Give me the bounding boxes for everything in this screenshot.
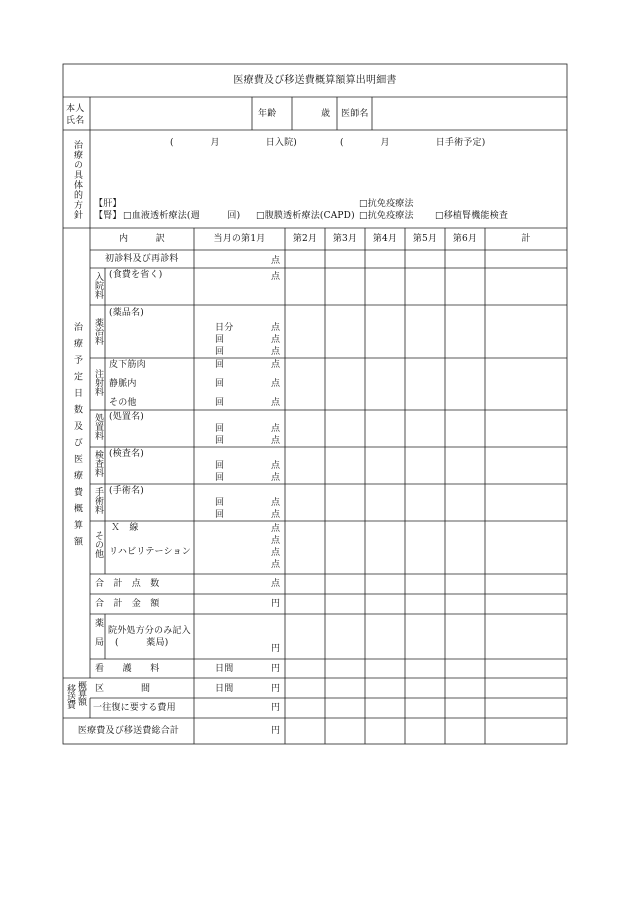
medicine-unit-times: 回 bbox=[215, 335, 225, 345]
transport-label: 移送費 bbox=[65, 684, 75, 708]
hospital-category: 入院料 bbox=[93, 272, 103, 299]
unit-yen: 円 bbox=[271, 726, 281, 736]
unit-point: 点 bbox=[271, 347, 281, 357]
unit-times: 回 bbox=[215, 510, 225, 520]
age-label: 年齢 bbox=[258, 109, 277, 119]
initial-visit-label: 初診料及び再診料 bbox=[105, 254, 179, 264]
surgery-category: 手術料 bbox=[93, 487, 103, 514]
section-label: 区 間 bbox=[95, 684, 151, 694]
unit-point: 点 bbox=[271, 560, 281, 570]
doctor-name-field[interactable] bbox=[374, 99, 565, 128]
medicine-unit-days: 日分 bbox=[215, 323, 234, 333]
header-month1: 当月の第1月 bbox=[213, 234, 266, 244]
header-month4: 第4月 bbox=[372, 234, 398, 244]
pharmacy-category: 薬局 bbox=[93, 618, 103, 656]
age-unit: 歳 bbox=[321, 109, 331, 119]
unit-point: 点 bbox=[271, 398, 281, 408]
unit-times: 回 bbox=[215, 379, 225, 389]
unit-yen: 円 bbox=[271, 703, 281, 713]
procedure-desc: (処置名) bbox=[109, 412, 145, 422]
unit-point: 点 bbox=[271, 579, 281, 589]
immuno-liver-checkbox[interactable]: □抗免疫療法 bbox=[359, 199, 414, 209]
roundtrip-label: 一往復に要する費用 bbox=[93, 703, 176, 713]
exam-desc: (検査名) bbox=[109, 449, 145, 459]
unit-point: 点 bbox=[271, 256, 281, 266]
point-total-label: 合 計 点 数 bbox=[95, 579, 160, 589]
pharmacy-name: ( 薬局) bbox=[115, 638, 169, 648]
header-month6: 第6月 bbox=[452, 234, 478, 244]
unit-point: 点 bbox=[271, 510, 281, 520]
unit-point: 点 bbox=[271, 323, 281, 333]
header-month2: 第2月 bbox=[292, 234, 318, 244]
form-title: 医療費及び移送費概算額算出明細書 bbox=[233, 75, 397, 86]
unit-point: 点 bbox=[271, 461, 281, 471]
unit-times: 回 bbox=[215, 436, 225, 446]
patient-name-label: 本人氏名 bbox=[66, 104, 85, 126]
hospital-desc: (食費を省く) bbox=[109, 270, 163, 280]
unit-times: 回 bbox=[215, 498, 225, 508]
transplant-test-checkbox[interactable]: □移植腎機能検査 bbox=[435, 211, 509, 221]
unit-yen: 円 bbox=[271, 599, 281, 609]
exam-category: 検査料 bbox=[93, 450, 103, 477]
unit-point: 点 bbox=[271, 360, 281, 370]
other-category: その他 bbox=[93, 531, 103, 558]
policy-label: 治療の具体的方針 bbox=[72, 140, 82, 220]
surgery-line: ( 月 日手術予定) bbox=[340, 138, 486, 148]
liver-label: 【肝】 bbox=[94, 199, 122, 209]
nursing-label: 看 護 料 bbox=[95, 664, 160, 674]
header-month3: 第3月 bbox=[332, 234, 358, 244]
injection-intravenous: 静脈内 bbox=[109, 379, 137, 389]
unit-days: 日間 bbox=[215, 684, 234, 694]
surgery-desc: (手術名) bbox=[109, 486, 145, 496]
grand-total-label: 医療費及び移送費総合計 bbox=[77, 726, 180, 736]
unit-point: 点 bbox=[271, 473, 281, 483]
admission-line: ( 月 日入院) bbox=[170, 138, 298, 148]
unit-point: 点 bbox=[271, 436, 281, 446]
header-total: 計 bbox=[521, 234, 531, 244]
unit-times: 回 bbox=[215, 360, 225, 370]
unit-times: 回 bbox=[215, 473, 225, 483]
unit-point: 点 bbox=[271, 548, 281, 558]
unit-point: 点 bbox=[271, 272, 281, 282]
unit-times: 回 bbox=[215, 461, 225, 471]
unit-point: 点 bbox=[271, 424, 281, 434]
doctor-label: 医師名 bbox=[341, 109, 369, 119]
patient-name-field[interactable] bbox=[92, 99, 250, 128]
estimate-label: 概算額 bbox=[76, 681, 86, 705]
hemodialysis-checkbox[interactable]: □血液透析療法(週 回) bbox=[123, 211, 241, 221]
xray-label: Ｘ 線 bbox=[111, 523, 139, 533]
unit-point: 点 bbox=[271, 498, 281, 508]
capd-checkbox[interactable]: □腹膜透析療法(CAPD) bbox=[256, 211, 355, 221]
unit-point: 点 bbox=[271, 536, 281, 546]
injection-subcutaneous: 皮下筋肉 bbox=[109, 360, 146, 370]
unit-yen: 円 bbox=[271, 664, 281, 674]
injection-other: その他 bbox=[109, 398, 137, 408]
pharmacy-desc: 院外処方分のみ記入 bbox=[108, 626, 191, 636]
injection-category: 注射料 bbox=[93, 369, 103, 396]
kidney-label: 【腎】 bbox=[94, 211, 122, 221]
medicine-unit-times: 回 bbox=[215, 347, 225, 357]
unit-yen: 円 bbox=[271, 644, 281, 654]
amount-total-label: 合 計 金 額 bbox=[95, 599, 160, 609]
unit-days: 日間 bbox=[215, 664, 234, 674]
procedure-category: 処置料 bbox=[93, 413, 103, 440]
header-item: 内 訳 bbox=[118, 234, 165, 244]
medicine-category: 薬治料 bbox=[93, 318, 103, 345]
table-side-label: 治療予定日数及び医療費概算額 bbox=[72, 322, 82, 553]
header-month5: 第5月 bbox=[412, 234, 438, 244]
unit-times: 回 bbox=[215, 398, 225, 408]
rehab-label: リハビリテーション bbox=[109, 547, 191, 557]
age-field[interactable] bbox=[293, 99, 313, 128]
unit-point: 点 bbox=[271, 335, 281, 345]
immuno-kidney-checkbox[interactable]: □抗免疫療法 bbox=[359, 211, 414, 221]
unit-point: 点 bbox=[271, 379, 281, 389]
unit-times: 回 bbox=[215, 424, 225, 434]
medicine-desc: (薬品名) bbox=[109, 308, 145, 318]
unit-point: 点 bbox=[271, 524, 281, 534]
unit-yen: 円 bbox=[271, 684, 281, 694]
